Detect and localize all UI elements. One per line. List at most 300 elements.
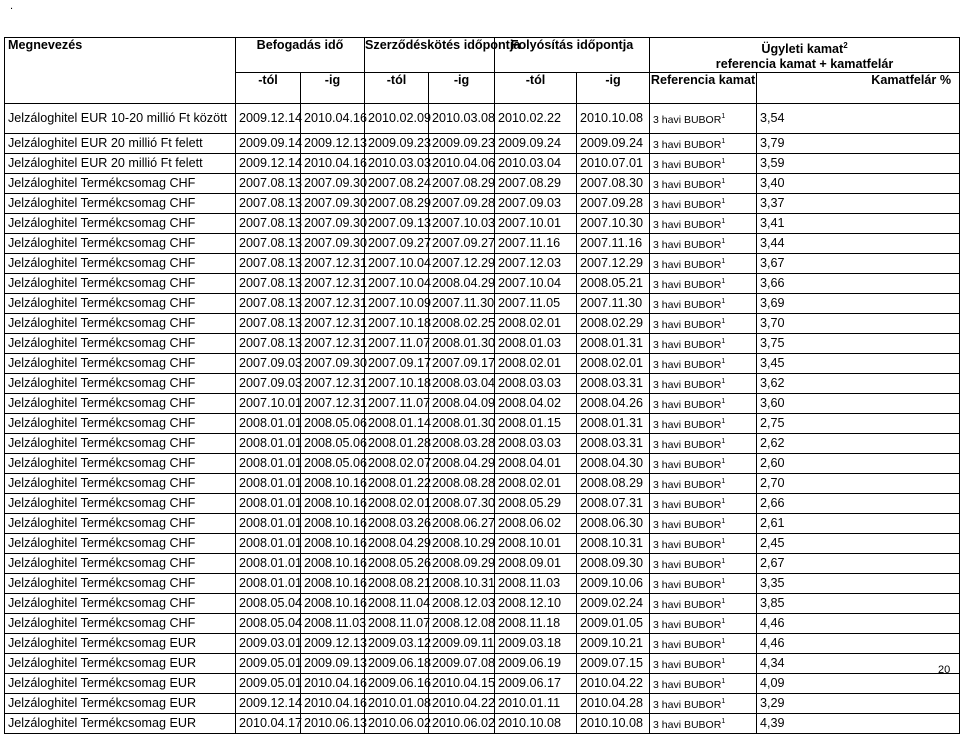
cell-reference	[650, 714, 757, 734]
cell-date: 2007.08.13	[236, 194, 301, 214]
cell-date: 2009.03.12	[365, 634, 429, 654]
cell-reference	[650, 104, 757, 134]
cell-date: 2010.10.08	[577, 104, 650, 134]
table-row	[5, 614, 960, 634]
cell-date: 2007.11.30	[429, 294, 495, 314]
cell-date: 2008.03.31	[577, 374, 650, 394]
cell-name: Jelzáloghitel Termékcsomag CHF	[5, 554, 236, 574]
cell-spread: 4,46	[757, 634, 960, 654]
cell-date: 2008.01.01	[236, 574, 301, 594]
cell-date: 2008.01.01	[236, 474, 301, 494]
cell-name: Jelzáloghitel Termékcsomag CHF	[5, 394, 236, 414]
table-row	[5, 374, 960, 394]
cell-date: 2007.08.13	[236, 274, 301, 294]
reference-sup: 1	[721, 113, 726, 120]
table-row	[5, 474, 960, 494]
reference-sup: 1	[721, 418, 726, 425]
cell-date: 2008.08.28	[429, 474, 495, 494]
reference-sup: 1	[721, 478, 726, 485]
table-row	[5, 194, 960, 214]
table-row	[5, 434, 960, 454]
cell-date: 2010.06.02	[429, 714, 495, 734]
cell-reference	[650, 174, 757, 194]
cell-name: Jelzáloghitel Termékcsomag CHF	[5, 594, 236, 614]
cell-date: 2009.09.24	[495, 134, 577, 154]
cell-date: 2007.10.18	[365, 374, 429, 394]
cell-date: 2009.06.19	[495, 654, 577, 674]
table-row	[5, 514, 960, 534]
header-deposit-to: -ig	[301, 73, 365, 104]
cell-date: 2007.10.09	[365, 294, 429, 314]
cell-date: 2009.10.21	[577, 634, 650, 654]
cell-name: Jelzáloghitel Termékcsomag CHF	[5, 454, 236, 474]
cell-date: 2008.08.29	[577, 474, 650, 494]
cell-date: 2009.03.18	[495, 634, 577, 654]
cell-date: 2008.10.31	[429, 574, 495, 594]
cell-reference	[650, 494, 757, 514]
table-row	[5, 254, 960, 274]
cell-name: Jelzáloghitel EUR 10-20 millió Ft között	[5, 104, 236, 134]
reference-label: 3 havi BUBOR	[653, 639, 722, 651]
cell-date: 2008.01.28	[365, 434, 429, 454]
reference-sup: 1	[721, 678, 726, 685]
cell-spread: 3,70	[757, 314, 960, 334]
cell-date: 2007.10.04	[495, 274, 577, 294]
cell-date: 2010.03.08	[429, 104, 495, 134]
table-row	[5, 394, 960, 414]
cell-name: Jelzáloghitel Termékcsomag CHF	[5, 194, 236, 214]
cell-date: 2008.01.01	[236, 454, 301, 474]
cell-date: 2010.04.06	[429, 154, 495, 174]
cell-name: Jelzáloghitel Termékcsomag EUR	[5, 714, 236, 734]
cell-reference	[650, 594, 757, 614]
cell-date: 2009.01.05	[577, 614, 650, 634]
cell-date: 2010.04.15	[429, 674, 495, 694]
cell-date: 2008.01.14	[365, 414, 429, 434]
cell-date: 2010.10.08	[495, 714, 577, 734]
table-row	[5, 634, 960, 654]
cell-date: 2008.04.30	[577, 454, 650, 474]
cell-date: 2009.05.01	[236, 674, 301, 694]
reference-label: 3 havi BUBOR	[653, 339, 722, 351]
cell-date: 2009.12.14	[236, 104, 301, 134]
cell-reference	[650, 414, 757, 434]
reference-sup: 1	[721, 638, 726, 645]
reference-sup: 1	[721, 398, 726, 405]
table-row	[5, 694, 960, 714]
cell-date: 2008.03.03	[495, 374, 577, 394]
table-row	[5, 454, 960, 474]
cell-date: 2009.06.17	[495, 674, 577, 694]
interest-rate-table	[4, 37, 960, 734]
cell-spread: 3,37	[757, 194, 960, 214]
reference-label: 3 havi BUBOR	[653, 399, 722, 411]
cell-date: 2007.11.16	[495, 234, 577, 254]
cell-date: 2007.10.30	[577, 214, 650, 234]
reference-sup: 1	[721, 198, 726, 205]
cell-date: 2008.01.01	[236, 534, 301, 554]
header-disbursement: Folyósítás időpontja	[495, 38, 650, 73]
reference-sup: 1	[721, 498, 726, 505]
cell-date: 2007.10.04	[365, 254, 429, 274]
cell-date: 2008.05.06	[301, 434, 365, 454]
cell-date: 2008.04.29	[429, 274, 495, 294]
cell-date: 2007.08.13	[236, 234, 301, 254]
cell-spread: 3,45	[757, 354, 960, 374]
header-contract-from: -tól	[365, 73, 429, 104]
cell-spread: 2,45	[757, 534, 960, 554]
cell-date: 2009.09.24	[577, 134, 650, 154]
header-spread: Kamatfelár %	[757, 73, 960, 104]
cell-name: Jelzáloghitel Termékcsomag CHF	[5, 234, 236, 254]
table-row	[5, 294, 960, 314]
header-reference: Referencia kamat	[650, 73, 757, 104]
cell-name: Jelzáloghitel Termékcsomag CHF	[5, 474, 236, 494]
cell-date: 2007.10.01	[236, 394, 301, 414]
cell-date: 2007.11.30	[577, 294, 650, 314]
reference-sup: 1	[721, 578, 726, 585]
cell-name: Jelzáloghitel Termékcsomag CHF	[5, 354, 236, 374]
cell-reference	[650, 194, 757, 214]
cell-date: 2008.01.01	[236, 414, 301, 434]
cell-date: 2007.11.16	[577, 234, 650, 254]
header-rate-sub: referencia kamat + kamatfelár	[715, 57, 894, 71]
table-row	[5, 654, 960, 674]
cell-date: 2010.04.16	[301, 154, 365, 174]
cell-date: 2009.12.13	[301, 134, 365, 154]
cell-name: Jelzáloghitel Termékcsomag CHF	[5, 214, 236, 234]
reference-sup: 1	[721, 598, 726, 605]
reference-sup: 1	[721, 538, 726, 545]
cell-date: 2010.04.17	[236, 714, 301, 734]
cell-date: 2007.08.13	[236, 214, 301, 234]
table-row	[5, 214, 960, 234]
cell-date: 2010.03.04	[495, 154, 577, 174]
cell-name: Jelzáloghitel Termékcsomag EUR	[5, 634, 236, 654]
reference-sup: 1	[721, 558, 726, 565]
reference-label: 3 havi BUBOR	[653, 139, 722, 151]
cell-date: 2009.10.06	[577, 574, 650, 594]
table-body	[5, 104, 960, 734]
cell-date: 2010.03.03	[365, 154, 429, 174]
cell-date: 2007.08.29	[495, 174, 577, 194]
cell-date: 2009.07.08	[429, 654, 495, 674]
cell-date: 2010.01.11	[495, 694, 577, 714]
header-deposit: Befogadás idő	[236, 38, 365, 73]
cell-date: 2007.08.24	[365, 174, 429, 194]
cell-date: 2009.09.14	[236, 134, 301, 154]
cell-date: 2010.06.02	[365, 714, 429, 734]
reference-label: 3 havi BUBOR	[653, 279, 722, 291]
cell-date: 2009.12.13	[301, 634, 365, 654]
reference-label: 3 havi BUBOR	[653, 319, 722, 331]
cell-date: 2010.02.22	[495, 104, 577, 134]
cell-spread: 4,46	[757, 614, 960, 634]
cell-spread: 2,62	[757, 434, 960, 454]
cell-spread: 3,44	[757, 234, 960, 254]
cell-spread: 3,79	[757, 134, 960, 154]
cell-date: 2008.03.26	[365, 514, 429, 534]
cell-spread: 3,62	[757, 374, 960, 394]
reference-label: 3 havi BUBOR	[653, 419, 722, 431]
cell-date: 2008.07.30	[429, 494, 495, 514]
cell-date: 2008.03.03	[495, 434, 577, 454]
cell-date: 2008.10.16	[301, 514, 365, 534]
table-row	[5, 154, 960, 174]
cell-reference	[650, 454, 757, 474]
cell-date: 2007.09.27	[365, 234, 429, 254]
cell-date: 2007.12.31	[301, 274, 365, 294]
cell-reference	[650, 394, 757, 414]
cell-date: 2007.08.13	[236, 334, 301, 354]
table-row	[5, 104, 960, 134]
cell-date: 2010.10.08	[577, 714, 650, 734]
cell-date: 2008.06.02	[495, 514, 577, 534]
cell-reference	[650, 234, 757, 254]
table-row	[5, 274, 960, 294]
cell-date: 2008.01.31	[577, 414, 650, 434]
cell-date: 2007.09.03	[236, 374, 301, 394]
cell-date: 2007.09.17	[365, 354, 429, 374]
cell-date: 2007.08.29	[365, 194, 429, 214]
reference-sup: 1	[721, 298, 726, 305]
cell-reference	[650, 674, 757, 694]
cell-reference	[650, 634, 757, 654]
reference-label: 3 havi BUBOR	[653, 459, 722, 471]
cell-date: 2010.04.22	[577, 674, 650, 694]
cell-date: 2007.08.29	[429, 174, 495, 194]
cell-date: 2007.09.30	[301, 194, 365, 214]
cell-reference	[650, 154, 757, 174]
reference-label: 3 havi BUBOR	[653, 199, 722, 211]
cell-reference	[650, 294, 757, 314]
reference-label: 3 havi BUBOR	[653, 379, 722, 391]
table-row	[5, 314, 960, 334]
cell-spread: 3,69	[757, 294, 960, 314]
cell-date: 2008.04.02	[495, 394, 577, 414]
cell-date: 2009.09.23	[429, 134, 495, 154]
cell-spread: 4,39	[757, 714, 960, 734]
cell-date: 2008.02.01	[495, 474, 577, 494]
cell-date: 2008.01.01	[236, 434, 301, 454]
table-row	[5, 334, 960, 354]
reference-label: 3 havi BUBOR	[653, 559, 722, 571]
cell-date: 2008.03.28	[429, 434, 495, 454]
cell-reference	[650, 614, 757, 634]
cell-date: 2008.05.06	[301, 454, 365, 474]
cell-name: Jelzáloghitel Termékcsomag EUR	[5, 694, 236, 714]
reference-sup: 1	[721, 438, 726, 445]
cell-date: 2008.10.16	[301, 594, 365, 614]
reference-sup: 1	[721, 318, 726, 325]
cell-date: 2010.02.09	[365, 104, 429, 134]
cell-reference	[650, 254, 757, 274]
cell-date: 2008.07.31	[577, 494, 650, 514]
cell-date: 2007.12.31	[301, 314, 365, 334]
cell-date: 2008.11.18	[495, 614, 577, 634]
reference-sup: 1	[721, 618, 726, 625]
cell-date: 2008.04.26	[577, 394, 650, 414]
cell-date: 2008.05.06	[301, 414, 365, 434]
header-row-1	[5, 38, 960, 73]
cell-date: 2010.01.08	[365, 694, 429, 714]
page-number: 20	[938, 664, 951, 676]
cell-date: 2007.12.29	[429, 254, 495, 274]
reference-sup: 1	[721, 238, 726, 245]
cell-reference	[650, 474, 757, 494]
cell-reference	[650, 434, 757, 454]
cell-name: Jelzáloghitel Termékcsomag CHF	[5, 614, 236, 634]
cell-date: 2007.11.05	[495, 294, 577, 314]
cell-date: 2008.10.16	[301, 574, 365, 594]
reference-sup: 1	[721, 178, 726, 185]
reference-label: 3 havi BUBOR	[653, 159, 722, 171]
reference-label: 3 havi BUBOR	[653, 539, 722, 551]
cell-spread: 2,75	[757, 414, 960, 434]
header-deposit-from: -tól	[236, 73, 301, 104]
cell-reference	[650, 534, 757, 554]
table-row	[5, 534, 960, 554]
cell-date: 2007.09.03	[236, 354, 301, 374]
cell-name: Jelzáloghitel Termékcsomag CHF	[5, 514, 236, 534]
reference-sup: 1	[721, 518, 726, 525]
cell-date: 2008.02.29	[577, 314, 650, 334]
cell-date: 2008.11.03	[301, 614, 365, 634]
cell-date: 2007.12.31	[301, 334, 365, 354]
cell-spread: 3,66	[757, 274, 960, 294]
cell-reference	[650, 334, 757, 354]
cell-date: 2008.12.03	[429, 594, 495, 614]
reference-label: 3 havi BUBOR	[653, 179, 722, 191]
cell-name: Jelzáloghitel Termékcsomag CHF	[5, 534, 236, 554]
cell-date: 2010.04.22	[429, 694, 495, 714]
cell-date: 2008.05.21	[577, 274, 650, 294]
cell-date: 2007.09.17	[429, 354, 495, 374]
cell-date: 2010.04.16	[301, 674, 365, 694]
cell-name: Jelzáloghitel Termékcsomag CHF	[5, 294, 236, 314]
reference-sup: 1	[721, 658, 726, 665]
cell-date: 2007.09.30	[301, 174, 365, 194]
cell-name: Jelzáloghitel Termékcsomag CHF	[5, 174, 236, 194]
cell-date: 2007.09.28	[577, 194, 650, 214]
cell-name: Jelzáloghitel Termékcsomag CHF	[5, 574, 236, 594]
cell-date: 2007.09.30	[301, 214, 365, 234]
reference-label: 3 havi BUBOR	[653, 219, 722, 231]
cell-date: 2007.10.03	[429, 214, 495, 234]
cell-name: Jelzáloghitel Termékcsomag EUR	[5, 654, 236, 674]
cell-date: 2008.03.31	[577, 434, 650, 454]
cell-date: 2007.09.13	[365, 214, 429, 234]
cell-reference	[650, 514, 757, 534]
cell-name: Jelzáloghitel EUR 20 millió Ft felett	[5, 134, 236, 154]
cell-date: 2008.02.07	[365, 454, 429, 474]
reference-sup: 1	[721, 458, 726, 465]
header-contract-to: -ig	[429, 73, 495, 104]
cell-name: Jelzáloghitel Termékcsomag CHF	[5, 374, 236, 394]
table-row	[5, 234, 960, 254]
cell-date: 2007.09.30	[301, 234, 365, 254]
cell-date: 2007.10.18	[365, 314, 429, 334]
cell-date: 2007.09.28	[429, 194, 495, 214]
reference-label: 3 havi BUBOR	[653, 239, 722, 251]
top-mark: .	[10, 0, 14, 12]
header-rate-title: Ügyleti kamat	[761, 42, 844, 56]
reference-sup: 1	[721, 698, 726, 705]
cell-date: 2008.09.30	[577, 554, 650, 574]
table-row	[5, 134, 960, 154]
cell-date: 2008.10.29	[429, 534, 495, 554]
reference-label: 3 havi BUBOR	[653, 359, 722, 371]
reference-sup: 1	[721, 278, 726, 285]
cell-date: 2008.10.01	[495, 534, 577, 554]
reference-label: 3 havi BUBOR	[653, 299, 722, 311]
cell-spread: 3,60	[757, 394, 960, 414]
cell-date: 2007.12.31	[301, 254, 365, 274]
cell-spread: 2,66	[757, 494, 960, 514]
header-disbursement-to: -ig	[577, 73, 650, 104]
reference-sup: 1	[721, 718, 726, 725]
cell-spread: 3,67	[757, 254, 960, 274]
cell-date: 2009.09.11	[429, 634, 495, 654]
cell-date: 2008.10.16	[301, 534, 365, 554]
reference-label: 3 havi BUBOR	[653, 259, 722, 271]
cell-date: 2008.02.01	[495, 354, 577, 374]
cell-date: 2007.12.03	[495, 254, 577, 274]
cell-date: 2010.04.16	[301, 104, 365, 134]
cell-date: 2007.12.31	[301, 294, 365, 314]
reference-sup: 1	[721, 338, 726, 345]
table-row	[5, 354, 960, 374]
cell-spread: 3,29	[757, 694, 960, 714]
cell-spread: 3,40	[757, 174, 960, 194]
cell-date: 2008.02.25	[429, 314, 495, 334]
cell-name: Jelzáloghitel Termékcsomag EUR	[5, 674, 236, 694]
cell-date: 2009.06.16	[365, 674, 429, 694]
reference-label: 3 havi BUBOR	[653, 719, 722, 731]
cell-spread: 3,41	[757, 214, 960, 234]
cell-name: Jelzáloghitel Termékcsomag CHF	[5, 314, 236, 334]
cell-date: 2010.04.16	[301, 694, 365, 714]
header-rate-sup: 2	[843, 41, 848, 50]
cell-date: 2007.09.30	[301, 354, 365, 374]
header-disbursement-from: -tól	[495, 73, 577, 104]
cell-date: 2008.04.01	[495, 454, 577, 474]
table-row	[5, 414, 960, 434]
cell-date: 2007.08.13	[236, 294, 301, 314]
reference-sup: 1	[721, 358, 726, 365]
cell-date: 2007.08.13	[236, 174, 301, 194]
cell-date: 2009.09.23	[365, 134, 429, 154]
cell-date: 2008.06.27	[429, 514, 495, 534]
cell-reference	[650, 274, 757, 294]
reference-label: 3 havi BUBOR	[653, 659, 722, 671]
cell-date: 2008.11.04	[365, 594, 429, 614]
cell-date: 2008.01.31	[577, 334, 650, 354]
cell-spread: 3,54	[757, 104, 960, 134]
reference-label: 3 havi BUBOR	[653, 679, 722, 691]
cell-date: 2007.11.07	[365, 334, 429, 354]
cell-reference	[650, 314, 757, 334]
cell-date: 2008.04.09	[429, 394, 495, 414]
cell-spread: 2,61	[757, 514, 960, 534]
cell-spread: 3,59	[757, 154, 960, 174]
cell-name: Jelzáloghitel Termékcsomag CHF	[5, 414, 236, 434]
cell-spread: 2,60	[757, 454, 960, 474]
cell-date: 2007.10.04	[365, 274, 429, 294]
cell-spread: 3,85	[757, 594, 960, 614]
cell-spread: 3,75	[757, 334, 960, 354]
reference-label: 3 havi BUBOR	[653, 519, 722, 531]
